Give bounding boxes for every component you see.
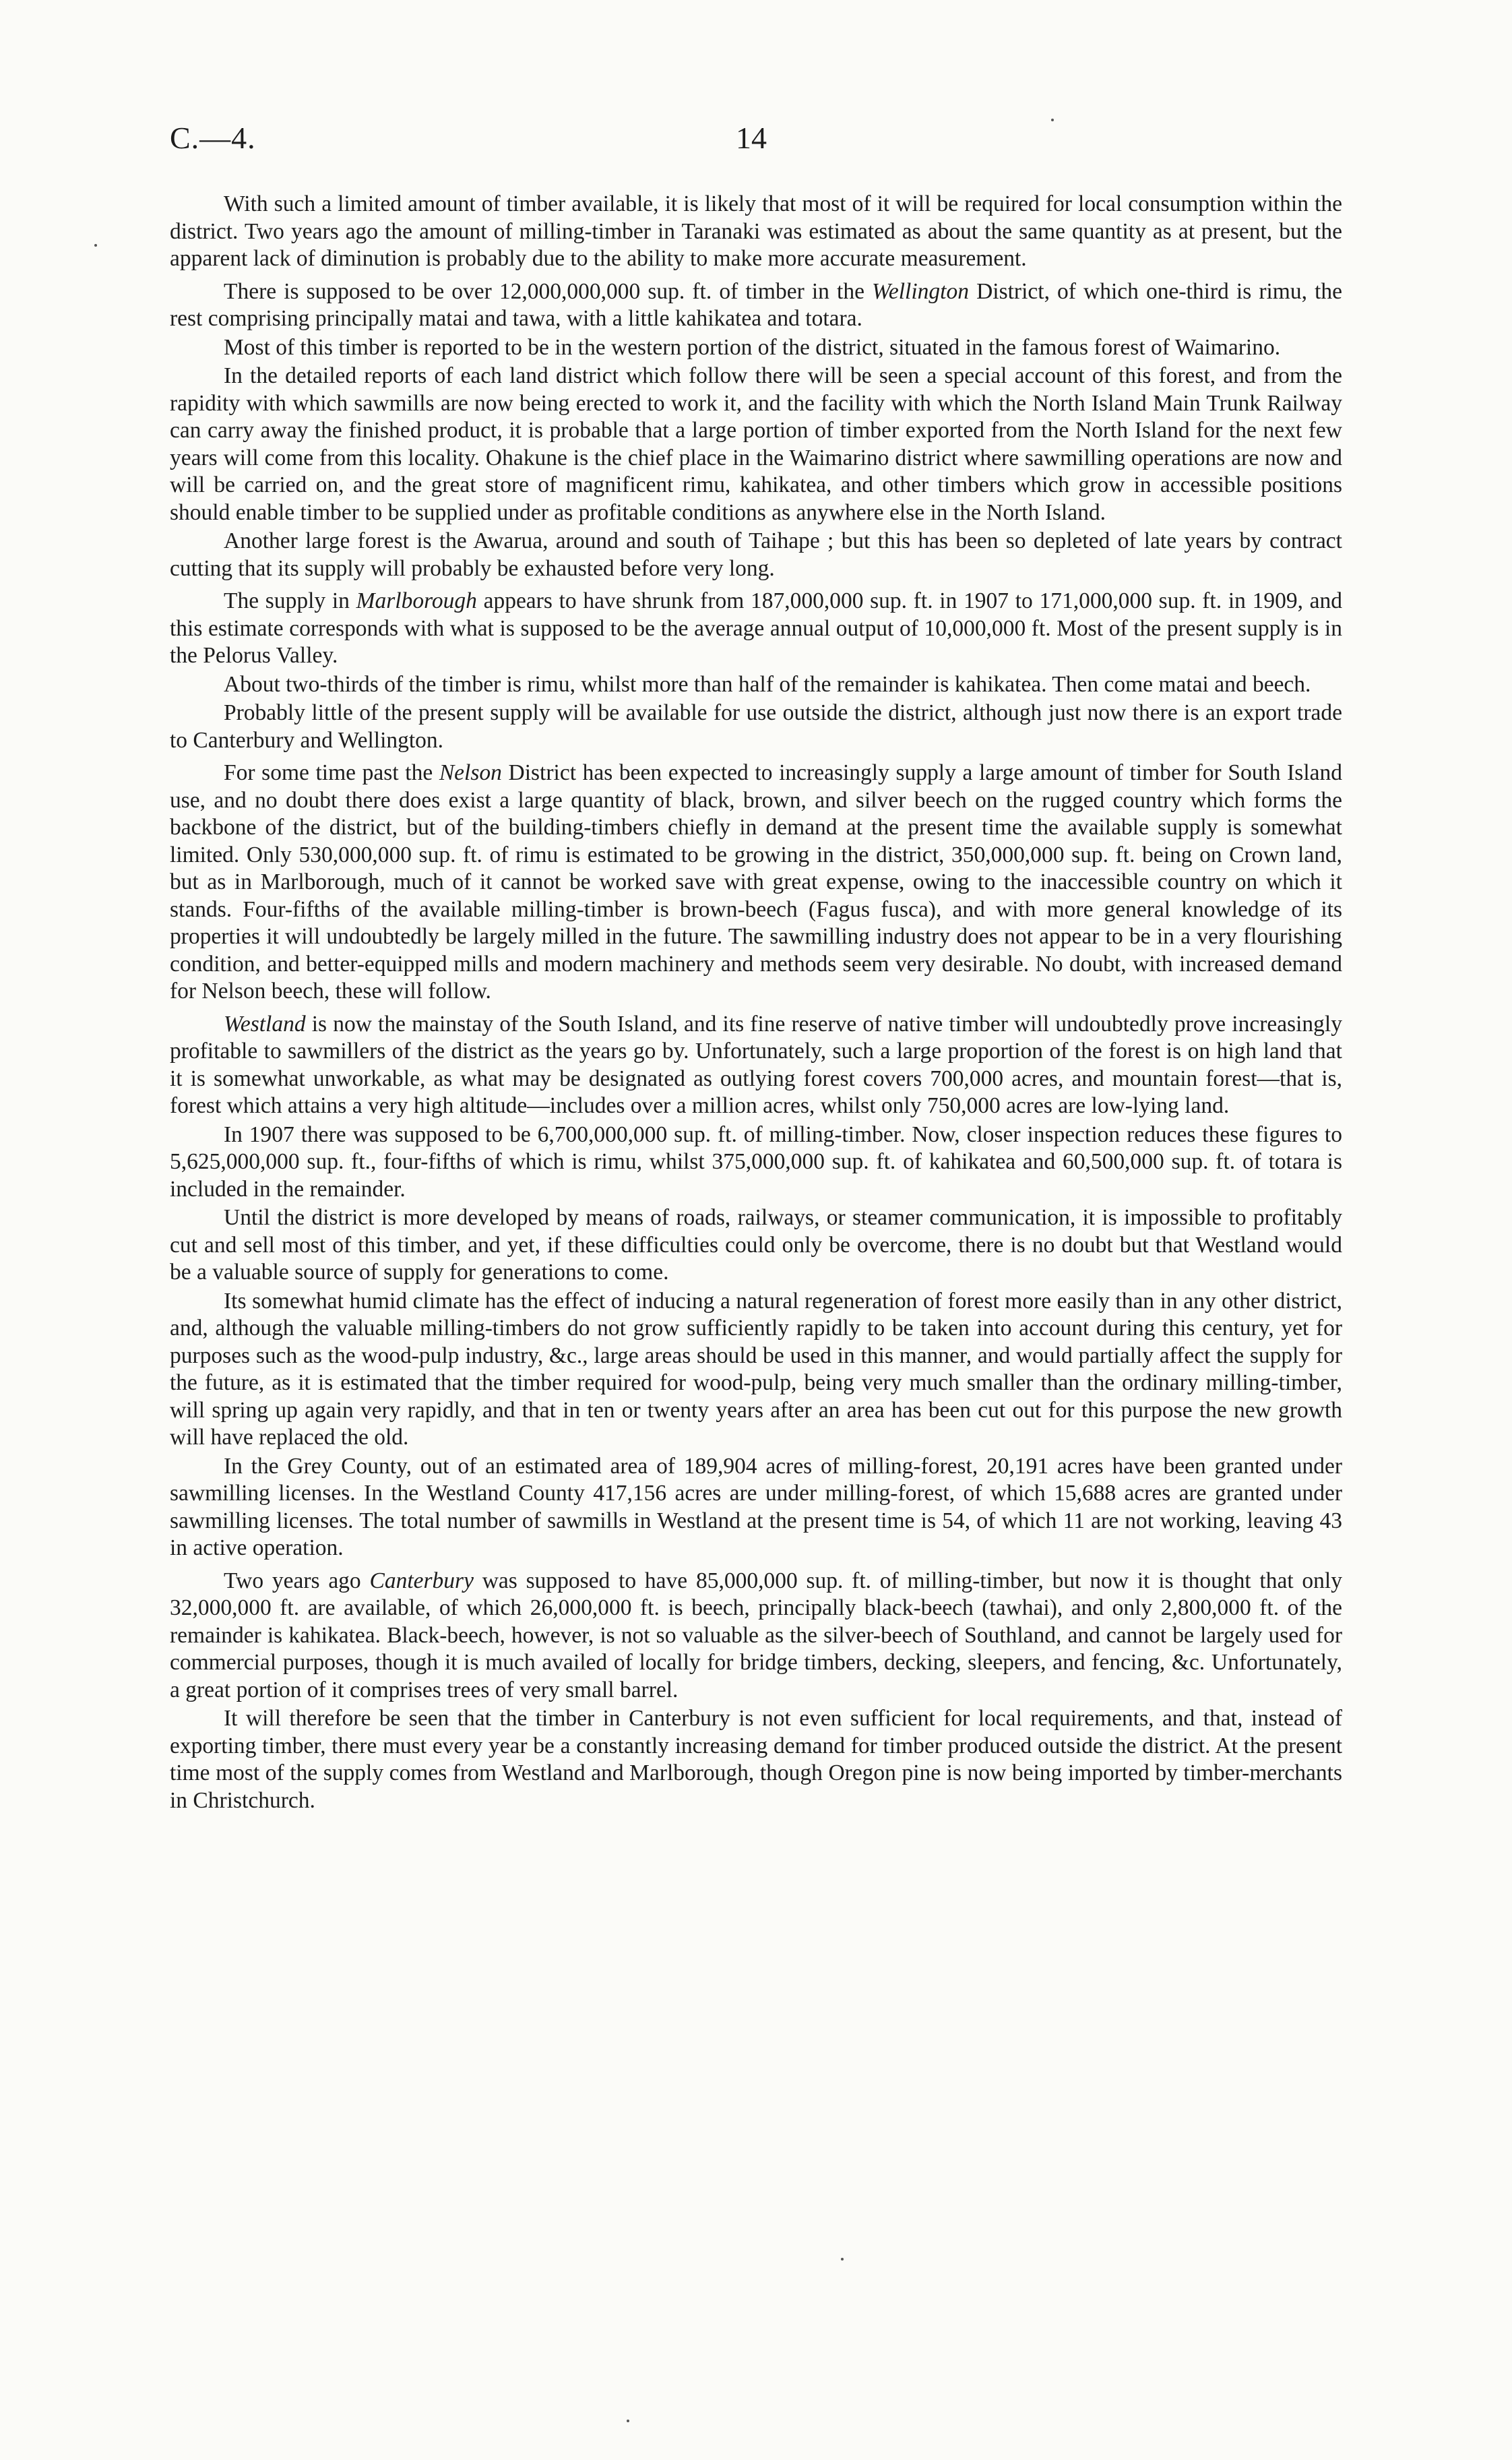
scan-speck [627, 2420, 629, 2422]
paragraph-marlborough-species: About two-thirds of the timber is rimu, whilst more than half of the remainder is kahikatea. Then come matai and beech. [224, 671, 1311, 697]
paragraph-regeneration: Its somewhat humid climate has the effect of inducing a natural regeneration of forest more easily than in any other district, and, although the valuable milling-timbers do not grow sufficiently rapidly to be taken into account during this century, yet for purposes such as the wood-pulp industry, &c., large areas should be used in this manner, and would partially affect the supply for the future, as it is estimated that the timber required for wood-pulp, being very much smaller than the ordinary milling-timber, will spring up again very rapidly, and that in ten or twenty years after an area has been cut out for this purpose the new growth will have replaced the old. [170, 1288, 1342, 1450]
paragraph-canterbury: Two years ago Canterbury was supposed to have 85,000,000 sup. ft. of milling-timber, but now it is thought that only 32,000,000 ft. are available, of which 26,000,000 ft. is beech, principally black-beech (tawhai), and only 2,800,000 ft. of the remainder is kahikatea. Black-beech, however, is not so valuable as the silver-beech of Southland, and cannot be largely used for commercial purposes, though it is much availed of locally for bridge timbers, decking, sleepers, and fencing, &c. Unfortunately, a great portion of it comprises trees of very small barrel. [170, 1568, 1342, 1702]
document-reference: C.—4. [170, 121, 256, 155]
page-header [170, 113, 1342, 167]
paragraph-taranaki: With such a limited amount of timber available, it is likely that most of it will be required for local consumption within the district. Two years ago the amount of milling-timber in Taranaki was estimated as about the same quantity as at present, but the apparent lack of diminution is probably due to the ability to make more accurate measurement. [170, 191, 1342, 271]
paragraph-marlborough: The supply in Marlborough appears to have shrunk from 187,000,000 sup. ft. in 1907 to 171,000,000 sup. ft. in 1909, and this estimate corresponds with what is supposed to be the average annual output of 10,000,000 ft. Most of the present supply is in the Pelorus Valley. [170, 588, 1343, 668]
paragraph-marlborough-export: Probably little of the present supply will be available for use outside the district, although just now there is an export trade to Canterbury and Wellington. [170, 700, 1342, 753]
paragraph-ohakune: In the detailed reports of each land district which follow there will be seen a special account of this forest, and from the rapidity with which sawmills are now being erected to work it, and the facility with which the North Island Main Trunk Railway can carry away the finished product, it is probable that a large portion of timber exported from the North Island for the next few years will come from this locality. Ohakune is the chief place in the Waimarino district where sawmilling operations are now and will be carried on, and the great store of magnificent rimu, kahikatea, and other timbers which grow in accessible positions should enable timber to be supplied under as profitable conditions as anywhere else in the North Island. [170, 363, 1342, 525]
scan-speck [841, 2258, 844, 2261]
paragraph-nelson: For some time past the Nelson District has been expected to increasingly supply a large amount of timber for South Island use, and no doubt there does exist a large quantity of black, brown, and silver beech on the rugged country which forms the backbone of the district, but of the building-timbers chiefly in demand at the present time the available supply is somewhat limited. Only 530,000,000 sup. ft. of rimu is estimated to be growing in the district, 350,000,000 sup. ft. being on Crown land, but as in Marlborough, much of it cannot be worked save with great expense, owing to the inaccessible country on which it stands. Four-fifths of the available milling-timber is brown-beech (Fagus fusca), and with more general knowledge of its properties it will undoubtedly be largely milled in the future. The sawmilling industry does not appear to be in a very flourishing condition, and better-equipped mills and modern machinery and methods seem very desirable. No doubt, with increased demand for Nelson beech, these will follow. [170, 760, 1343, 1004]
paragraph-westland: Westland is now the mainstay of the South Island, and its fine reserve of native timber will undoubtedly prove increasingly profitable to sawmillers of the district as the years go by. Unfortunately, such a large proportion of the forest is on high land that it is somewhat unworkable, as what may be designated as outlying forest covers 700,000 acres, and mountain forest—that is, forest which attains a very high altitude—includes over a million acres, whilst only 750,000 acres are low-lying land. [170, 1011, 1342, 1118]
paragraph-westland-development: Until the district is more developed by means of roads, railways, or steamer communication, it is impossible to profitably cut and sell most of this timber, and yet, if these difficulties could only be overcome, there is no doubt but that Westland would be a valuable source of supply for generations to come. [170, 1205, 1342, 1285]
paragraph-grey-county: In the Grey County, out of an estimated area of 189,904 acres of milling-forest, 20,191 acres have been granted under sawmilling licenses. In the Westland County 417,156 acres are under milling-forest, of which 15,688 acres are granted under sawmilling licenses. The total number of sawmills in Westland at the present time is 54, of which 11 are not working, leaving 43 in active operation. [170, 1453, 1342, 1560]
body-text [170, 191, 1342, 1820]
paragraph-wellington: There is supposed to be over 12,000,000,000 sup. ft. of timber in the Wellington District, of which one-third is rimu, the rest comprising principally matai and tawa, with a little kahikatea and totara. [170, 278, 1342, 331]
paragraph-westland-1907: In 1907 there was supposed to be 6,700,000,000 sup. ft. of milling-timber. Now, closer inspection reduces these figures to 5,625,000,000 sup. ft., four-fifths of which is rimu, whilst 375,000,000 sup. ft. of kahikatea and 60,500,000 sup. ft. of totara is included in the remainder. [170, 1121, 1342, 1202]
scan-speck [94, 244, 97, 247]
page-number: 14 [736, 121, 767, 155]
paragraph-canterbury-demand: It will therefore be seen that the timber in Canterbury is not even sufficient for local requirements, and that, instead of exporting timber, there must every year be a constantly increasing demand for timber produced outside the district. At the present time most of the supply comes from Westland and Marlborough, though Oregon pine is now being imported by timber-merchants in Christchurch. [170, 1706, 1342, 1813]
paragraph-awarua: Another large forest is the Awarua, around and south of Taihape ; but this has been so depleted of late years by contract cutting that its supply will probably be exhausted before very long. [170, 528, 1342, 581]
scan-speck [1051, 119, 1054, 121]
paragraph-waimarino: Most of this timber is reported to be in the western portion of the district, situated in the famous forest of Waimarino. [224, 334, 1281, 360]
